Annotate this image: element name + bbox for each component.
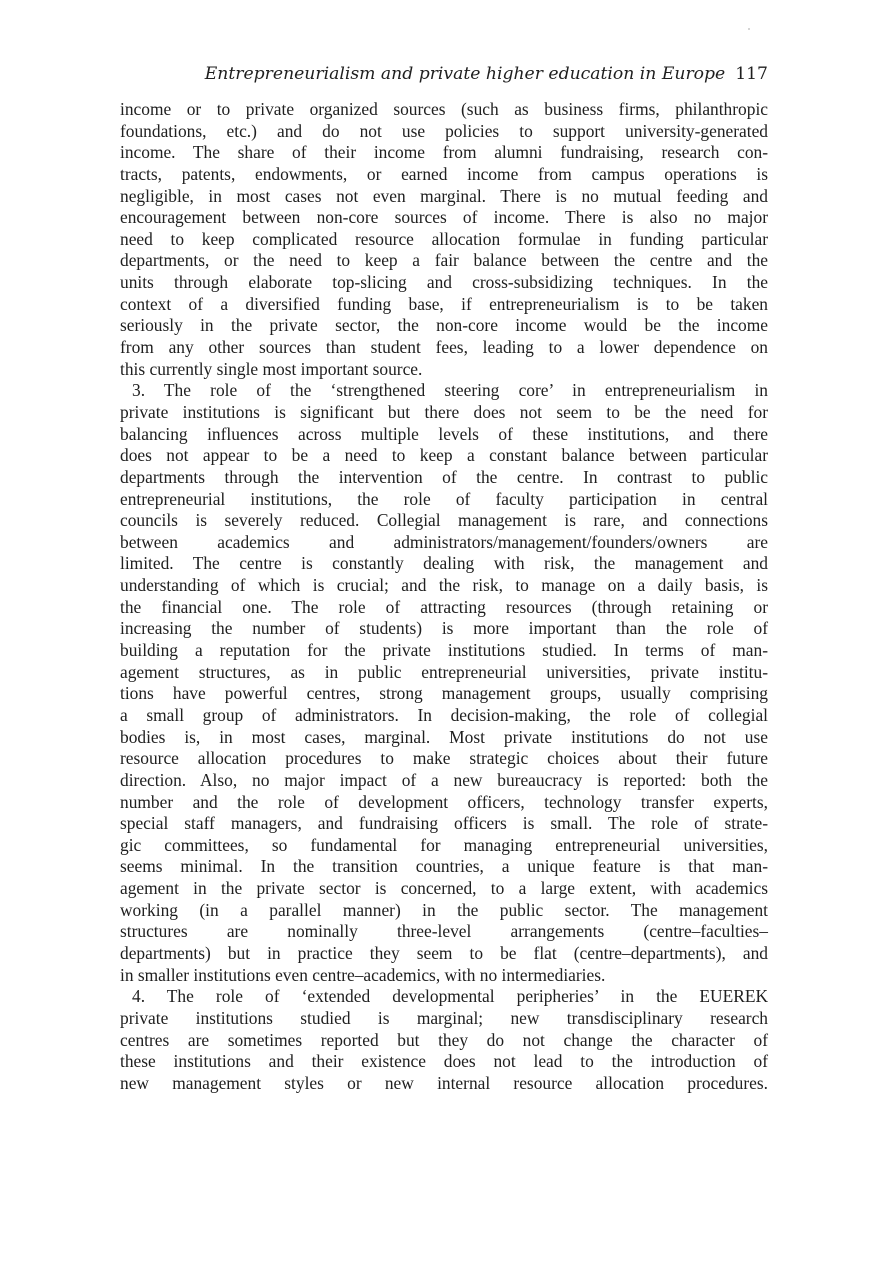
text-line: gic committees, so fundamental for managing entrepreneurial universities, <box>120 834 768 855</box>
page-number: 117 <box>735 64 768 84</box>
text-line: limited. The centre is constantly dealing with risk, the management and <box>120 553 768 574</box>
running-head <box>120 64 768 84</box>
text-line: structures are nominally three-level arrangements (centre–faculties– <box>120 921 768 942</box>
text-line: units through elaborate top-slicing and cross-subsidizing techniques. In the <box>120 272 768 293</box>
text-line: these institutions and their existence does not lead to the introduction of <box>120 1051 768 1072</box>
text-line: departments through the intervention of the centre. In contrast to public <box>120 466 768 487</box>
text-line: a small group of administrators. In decision-making, the role of collegial <box>120 704 768 725</box>
body-text <box>120 99 768 1094</box>
text-line: in smaller institutions even centre–academics, with no intermediaries. <box>120 964 606 985</box>
text-line: councils is severely reduced. Collegial management is rare, and connections <box>120 510 768 531</box>
text-line: seriously in the private sector, the non-core income would be the income <box>120 315 768 336</box>
text-line: context of a diversified funding base, if entrepreneurialism is to be taken <box>120 293 768 314</box>
text-line: private institutions studied is marginal; new transdisciplinary research <box>120 1007 768 1028</box>
text-line: seems minimal. In the transition countries, a unique feature is that man- <box>120 856 768 877</box>
text-line: private institutions is significant but there does not seem to be the need for <box>120 401 768 422</box>
text-line: working (in a parallel manner) in the public sector. The management <box>120 899 768 920</box>
text-line: need to keep complicated resource allocation formulae in funding particular <box>120 228 768 249</box>
text-line: this currently single most important source. <box>120 358 423 379</box>
text-line: does not appear to be a need to keep a constant balance between particular <box>120 445 768 466</box>
text-line: agement in the private sector is concerned, to a large extent, with academics <box>120 878 768 899</box>
scan-speck <box>748 28 750 30</box>
text-line: negligible, in most cases not even marginal. There is no mutual feeding and <box>120 185 768 206</box>
text-line: tions have powerful centres, strong management groups, usually comprising <box>120 683 768 704</box>
text-line: departments, or the need to keep a fair balance between the centre and the <box>120 250 768 271</box>
text-line: tracts, patents, endowments, or earned income from campus operations is <box>120 163 768 184</box>
text-line: number and the role of development officers, technology transfer experts, <box>120 791 768 812</box>
text-line: from any other sources than student fees, leading to a lower dependence on <box>120 337 768 358</box>
text-line: entrepreneurial institutions, the role of faculty participation in central <box>120 488 768 509</box>
text-line: income or to private organized sources (such as business firms, philanthropic <box>120 99 768 119</box>
text-line: encouragement between non-core sources of income. There is also no major <box>120 207 768 228</box>
text-line: centres are sometimes reported but they do not change the character of <box>120 1029 768 1050</box>
text-line: new management styles or new internal resource allocation procedures. <box>120 1072 768 1093</box>
text-line: foundations, etc.) and do not use policies to support university-generated <box>120 120 768 141</box>
text-line: increasing the number of students) is more important than the role of <box>120 618 768 639</box>
text-line: income. The share of their income from alumni fundraising, research con- <box>120 142 768 163</box>
text-line: building a reputation for the private institutions studied. In terms of man- <box>120 640 768 661</box>
text-line: direction. Also, no major impact of a new bureaucracy is reported: both the <box>120 769 768 790</box>
text-line: resource allocation procedures to make strategic choices about their future <box>120 748 768 769</box>
text-line: special staff managers, and fundraising officers is small. The role of strate- <box>120 813 768 834</box>
text-line: bodies is, in most cases, marginal. Most private institutions do not use <box>120 726 768 747</box>
text-line: agement structures, as in public entrepreneurial universities, private institu- <box>120 661 768 682</box>
text-line: balancing influences across multiple levels of these institutions, and there <box>120 423 768 444</box>
paragraph-start-line: 3. The role of the ‘strengthened steering core’ in entrepreneurialism in <box>132 380 768 401</box>
running-head-title: Entrepreneurialism and private higher education in Europe <box>204 64 726 84</box>
text-line: the financial one. The role of attracting resources (through retaining or <box>120 596 768 617</box>
text-line: departments) but in practice they seem to be flat (centre–departments), and <box>120 942 768 963</box>
text-line: between academics and administrators/management/founders/owners are <box>120 531 768 552</box>
text-line: understanding of which is crucial; and the risk, to manage on a daily basis, is <box>120 575 768 596</box>
paragraph-start-line: 4. The role of ‘extended developmental peripheries’ in the EUEREK <box>132 986 768 1007</box>
